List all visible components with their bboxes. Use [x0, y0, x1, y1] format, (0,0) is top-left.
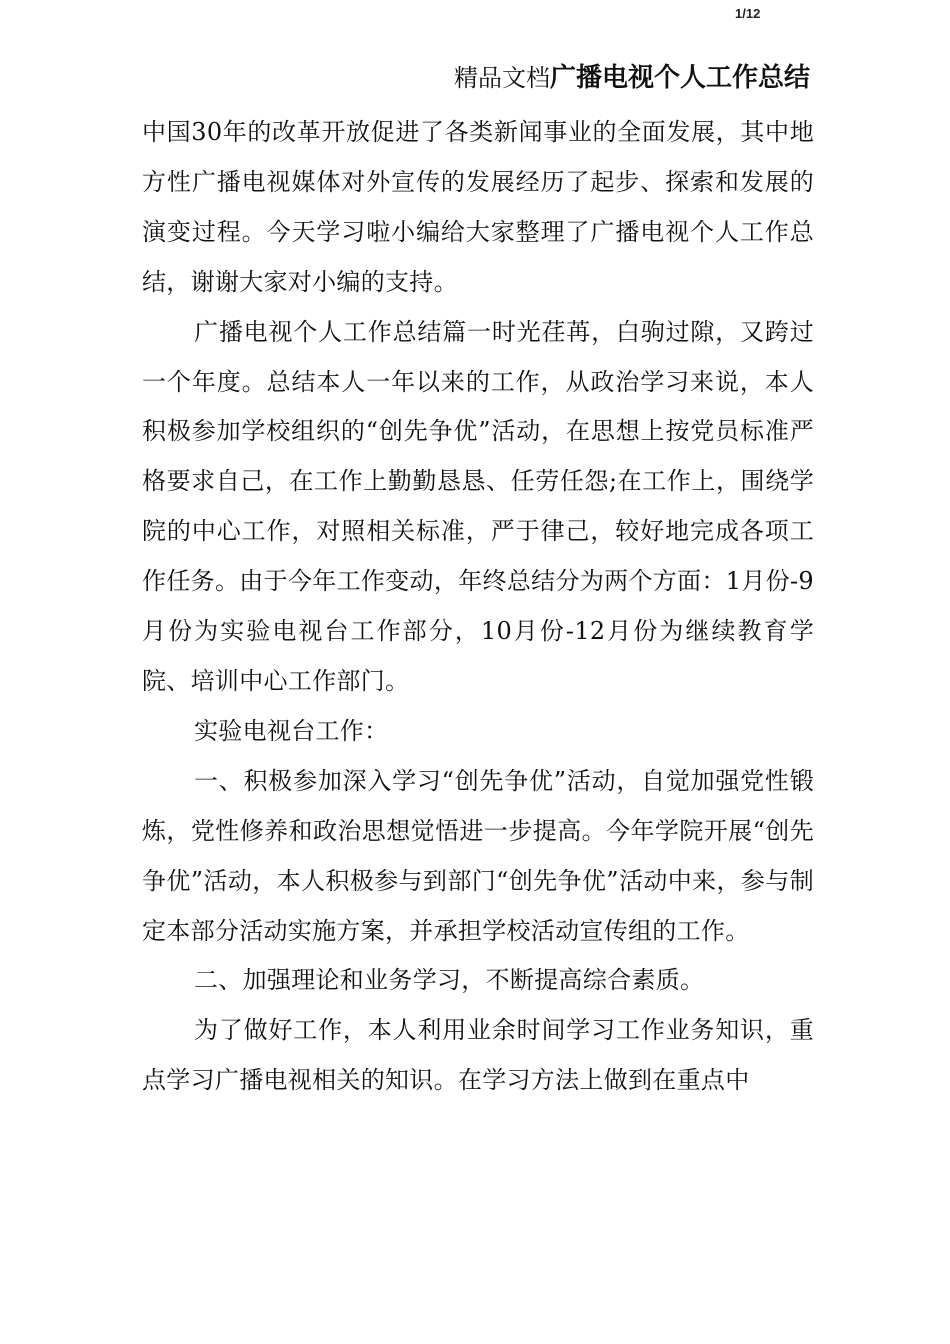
- paragraph-overview: 广播电视个人工作总结篇一时光荏苒，白驹过隙，又跨过一个年度。总结本人一年以来的工作，从政治学习来说，本人积极参加学校组织的“创先争优”活动，在思想上按党员标准严格要求自己，在工作上勤勤恳恳、任劳任怨;在工作上，围绕学院的中心工作，对照相关标准，严于律己，较好地完成各项工作任务。由于今年工作变动，年终总结分为两个方面：1月份-9月份为实验电视台工作部分，10月份-12月份为继续教育学院、培训中心工作部门。: [142, 317, 814, 695]
- paragraph-point-one: 一、积极参加深入学习“创先争优”活动，自觉加强党性锻炼，党性修养和政治思想觉悟进一步提高。今年学院开展“创先争优”活动，本人积极参与到部门“创先争优”活动中来，参与制定本部分活动实施方案，并承担学校活动宣传组的工作。: [142, 766, 814, 945]
- paragraph-intro: 中国30年的改革开放促进了各类新闻事业的全面发展，其中地方性广播电视媒体对外宣传的发展经历了起步、探索和发展的演变过程。今天学习啦小编给大家整理了广播电视个人工作总结，谢谢大家对小编的支持。: [142, 118, 814, 296]
- page-number: 1/12: [735, 6, 761, 21]
- header-brand: 精品文档: [453, 64, 550, 92]
- document-title: 广播电视个人工作总结: [549, 63, 810, 93]
- document-body: [142, 108, 814, 1106]
- paragraph-study: 为了做好工作，本人利用业余时间学习工作业务知识，重点学习广播电视相关的知识。在学习方法上做到在重点中: [142, 1016, 814, 1095]
- paragraph-point-two: 二、加强理论和业务学习，不断提高综合素质。: [194, 966, 705, 995]
- section-heading-tv-station: 实验电视台工作：: [194, 716, 389, 745]
- document-header: [454, 58, 810, 101]
